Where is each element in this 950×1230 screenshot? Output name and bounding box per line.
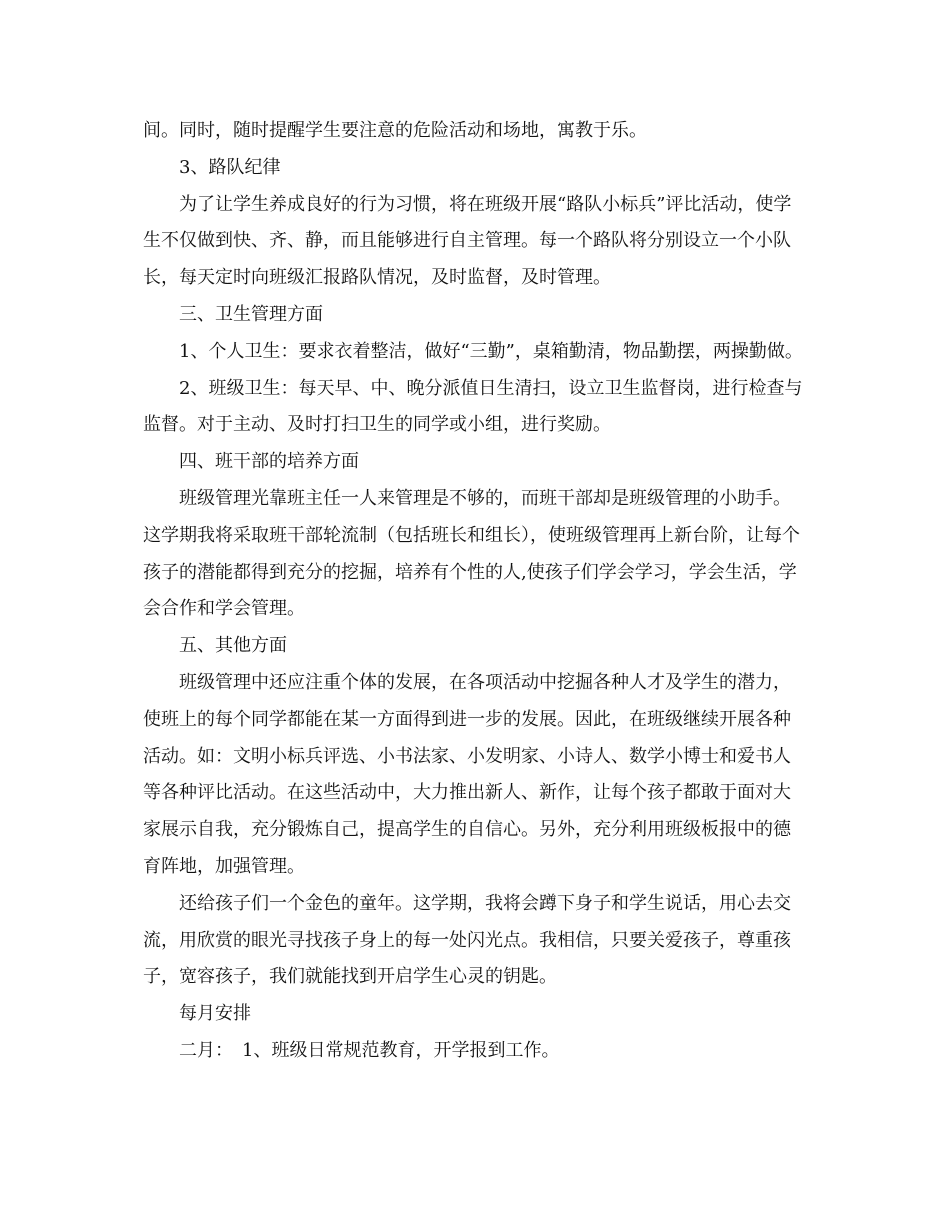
heading-hygiene-management: 三、卫生管理方面 <box>179 303 323 325</box>
heading-other-aspects: 五、其他方面 <box>179 635 287 657</box>
paragraph-personal-hygiene: 1、个人卫生：要求衣着整洁，做好“三勤”，桌箱勤清，物品勤摆，两操勤做。 <box>179 340 803 362</box>
paragraph-class-hygiene: 2、班级卫生：每天早、中、晚分派值日生清扫，设立卫生监督岗，进行检查与监督。对于主动、及时打扫卫生的同学或小组，进行奖励。 <box>143 377 803 436</box>
heading-monthly-schedule: 每月安排 <box>179 1003 251 1025</box>
document-body <box>143 113 808 1070</box>
heading-route-discipline: 3、路队纪律 <box>179 156 281 178</box>
paragraph-continuation: 间。同时，随时提醒学生要注意的危险活动和场地，寓教于乐。 <box>143 120 647 141</box>
paragraph-golden-childhood: 还给孩子们一个金色的童年。这学期，我将会蹲下身子和学生说话，用心去交流，用欣赏的眼光寻找孩子身上的每一处闪光点。我相信，只要关爱孩子，尊重孩子，宽容孩子，我们就能找到开启学生心灵的钥匙。 <box>143 892 791 988</box>
paragraph-february-plan: 二月： 1、班级日常规范教育，开学报到工作。 <box>179 1039 560 1061</box>
paragraph-route-discipline: 为了让学生养成良好的行为习惯，将在班级开展“路队小标兵”评比活动，使学生不仅做到快、齐、静，而且能够进行自主管理。每一个路队将分别设立一个小队长，每天定时向班级汇报路队情况，及时监督，及时管理。 <box>143 193 792 289</box>
paragraph-other-aspects: 班级管理中还应注重个体的发展，在各项活动中挖掘各种人才及学生的潜力，使班上的每个同学都能在某一方面得到进一步的发展。因此，在班级继续开展各种活动。如：文明小标兵评选、小书法家、小发明家、小诗人、数学小博士和爱书人等各种评比活动。在这些活动中，大力推出新人、新作，让每个孩子都敢于面对大家展示自我，充分锻炼自己，提高学生的自信心。另外，充分利用班级板报中的德育阵地，加强管理。 <box>143 671 791 877</box>
heading-cadre-training: 四、班干部的培养方面 <box>179 451 359 473</box>
paragraph-cadre-training: 班级管理光靠班主任一人来管理是不够的，而班干部却是班级管理的小助手。这学期我将采取班干部轮流制（包括班长和组长），使班级管理再上新台阶，让每个孩子的潜能都得到充分的挖掘，培养有个性的人,使孩子们学会学习，学会生活，学会合作和学会管理。 <box>143 487 800 620</box>
